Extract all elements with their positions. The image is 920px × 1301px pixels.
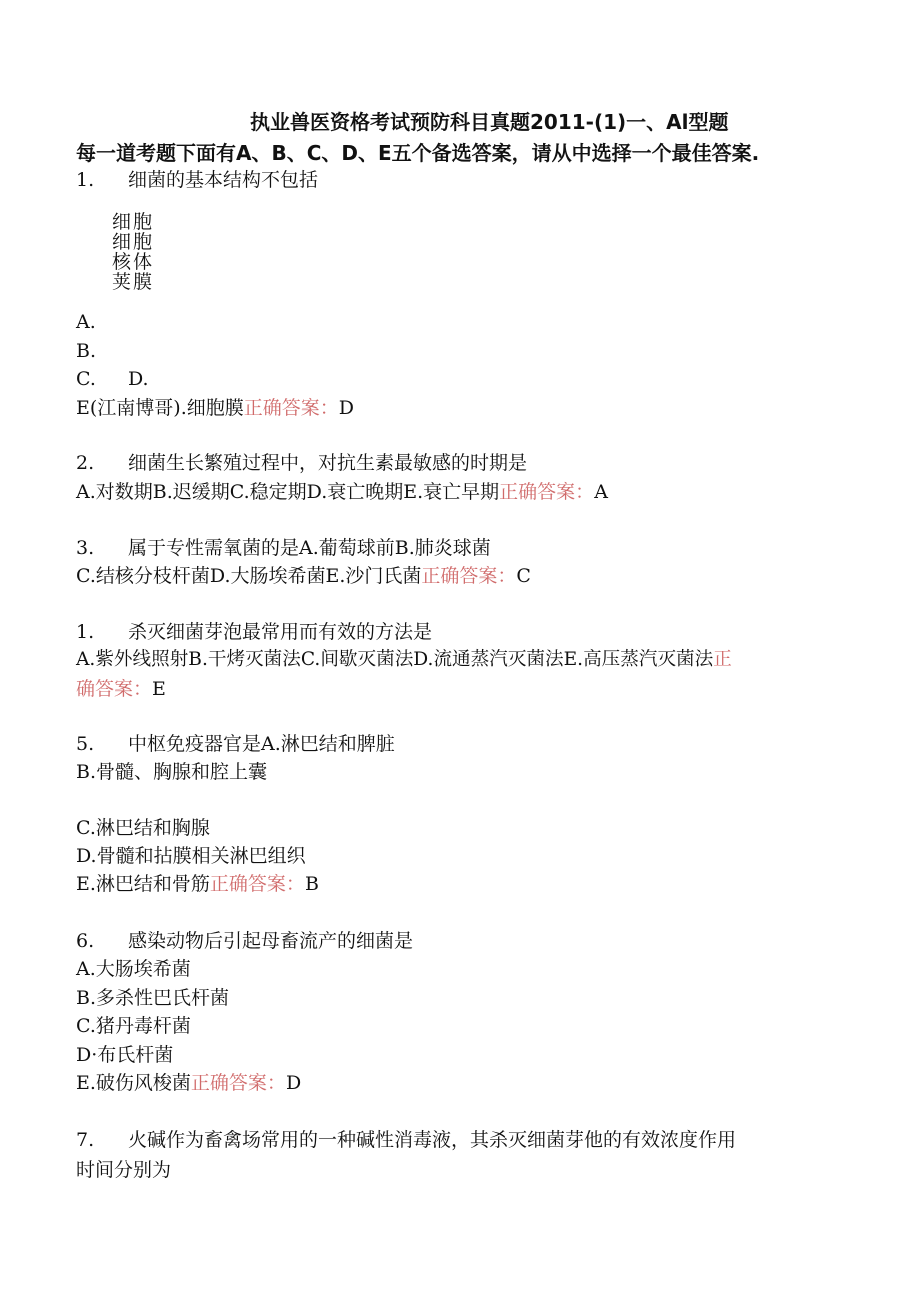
q2-options: [76, 479, 608, 505]
answer-value: B: [304, 873, 319, 895]
answer-value: A: [594, 481, 608, 503]
question-stem: 细菌的基本结构不包括: [128, 169, 319, 191]
question-number: 6.: [76, 930, 95, 952]
option-label: C.: [76, 368, 96, 390]
option-text: E(江南博哥).细胞膜: [76, 397, 244, 419]
q6-option-a: A.大肠埃希菌: [76, 958, 191, 980]
question-7-continued: 时间分别为: [76, 1159, 172, 1181]
q1-option-c-d: [76, 366, 149, 392]
option-text: A.紫外线照射B.干烤灭菌法C.间歇灭菌法D.流通蒸汽灭菌法E.高压蒸汽灭菌法: [76, 649, 714, 670]
q5-option-c: C.淋巴结和胸腺: [76, 817, 210, 839]
option-label: D.: [128, 368, 149, 390]
option-text: 荚膜: [112, 271, 155, 293]
answer-label: 正确答案：: [209, 873, 305, 895]
question-1: [76, 167, 318, 193]
question-number: 3.: [76, 537, 95, 559]
question-number: 7.: [76, 1129, 95, 1151]
question-7: [76, 1127, 736, 1153]
answer-label: 正确答案：: [243, 397, 339, 419]
answer-value: D: [285, 1072, 302, 1094]
option-text: 细胞: [112, 231, 155, 253]
q5-option-d: D.骨髓和拈膜相关淋巴组织: [76, 845, 306, 867]
option-text: E.破伤风梭菌: [76, 1072, 191, 1094]
question-5: [76, 731, 395, 757]
question-stem: 杀灭细菌芽泡最常用而有效的方法是: [128, 621, 433, 643]
question-3: [76, 535, 491, 561]
question-number: 2.: [76, 452, 95, 474]
q6-option-d: D·布氏杆菌: [76, 1044, 174, 1066]
answer-label: 正确答案：: [421, 565, 517, 587]
q1-option-b: B.: [76, 340, 97, 362]
answer-label: 正确答案：: [190, 1072, 286, 1094]
q6-option-b: B.多杀性巴氏杆菌: [76, 987, 230, 1009]
answer-label-part: 确答案：: [76, 678, 153, 700]
answer-label: 正确答案：: [499, 481, 595, 503]
answer-value: E: [152, 678, 166, 700]
q6-option-e: [76, 1070, 301, 1096]
q3-options: [76, 563, 531, 589]
question-number: 1.: [76, 169, 95, 191]
q5-option-b: B.骨髓、胸腺和腔上囊: [76, 761, 268, 783]
option-text: E.淋巴结和骨筋: [76, 873, 210, 895]
q5-option-e: [76, 871, 319, 897]
question-stem: 感染动物后引起母畜流产的细菌是: [128, 930, 414, 952]
q1-option-a: A.: [76, 311, 96, 333]
question-number: 1.: [76, 621, 95, 643]
page-title: 执业兽医资格考试预防科目真题2011-(1)一、Al型题: [250, 110, 729, 134]
option-text: C.结核分枝杆菌D.大肠埃希菌E.沙门氏菌: [76, 565, 422, 587]
question-4: [76, 619, 432, 645]
answer-value: D: [338, 397, 354, 419]
answer-label-part: 正: [713, 649, 732, 670]
q4-options: [76, 647, 732, 673]
question-2: [76, 450, 527, 476]
option-text: A.对数期B.迟缓期C.稳定期D.衰亡晚期E.衰亡早期: [76, 481, 500, 503]
question-stem: 中枢免疫器官是A.淋巴结和脾脏: [128, 733, 395, 755]
question-stem: 属于专性需氧菌的是A.葡萄球前B.肺炎球菌: [128, 537, 491, 559]
option-text: 核体: [112, 251, 155, 273]
q1-option-e: [76, 395, 354, 421]
option-text: 细胞: [112, 211, 155, 233]
answer-value: C: [516, 565, 531, 587]
question-stem: 火碱作为畜禽场常用的一种碱性消毒液，其杀灭细菌芽他的有效浓度作用: [128, 1129, 737, 1151]
question-stem: 细菌生长繁殖过程中，对抗生素最敏感的时期是: [128, 452, 528, 474]
instruction-text: 每一道考题下面有A、B、C、D、E五个备选答案，请从中选择一个最佳答案.: [76, 141, 760, 165]
question-number: 5.: [76, 733, 95, 755]
q4-answer: [76, 676, 166, 702]
question-6: [76, 928, 413, 954]
q6-option-c: C.猪丹毒杆菌: [76, 1015, 191, 1037]
q1-option-texts: [112, 212, 154, 292]
